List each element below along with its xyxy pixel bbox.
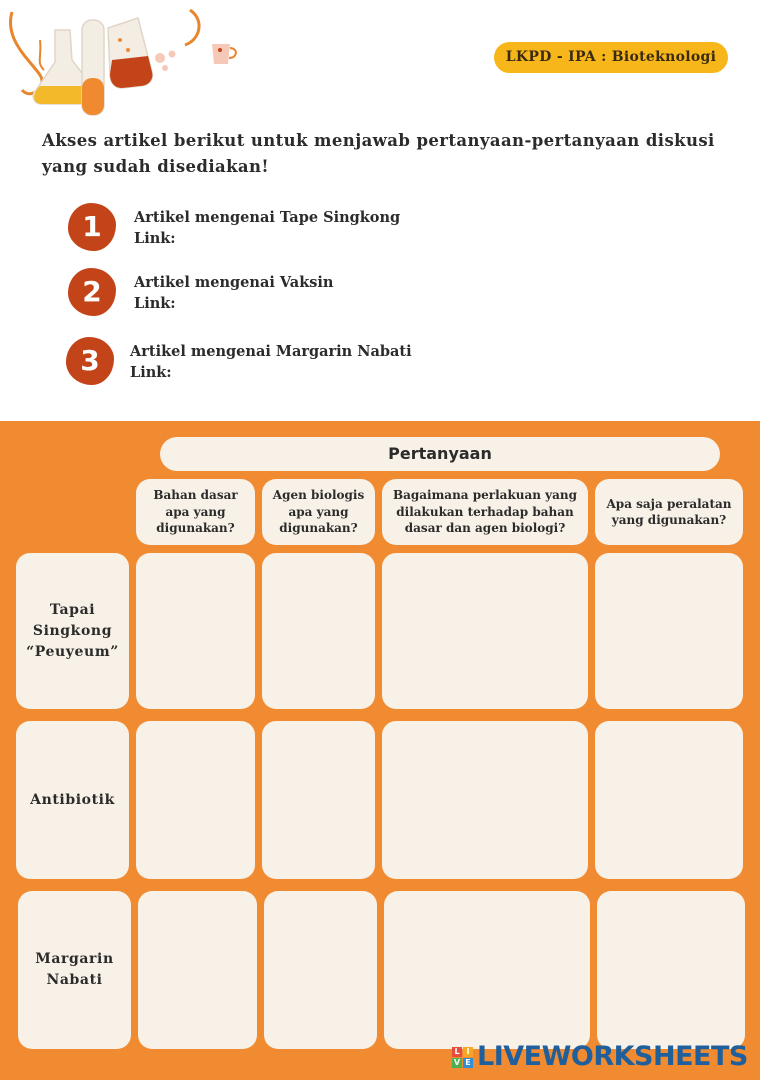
row-label-margarin-nabati: Margarin Nabati [18,891,131,1049]
lab-glassware-illustration [0,0,250,125]
row-label-tapai-singkong: Tapai Singkong “Peuyeum” [16,553,129,709]
article-title: Artikel mengenai Margarin Nabati [130,343,412,360]
number-badge: 2 [68,268,116,316]
mark-letter-l: L [452,1047,462,1057]
answer-cell-r1-c3[interactable] [382,553,588,709]
question-header-1: Bahan dasar apa yang digunakan? [136,479,255,545]
mark-letter-v: V [453,1057,461,1067]
article-text [134,272,333,314]
question-header-3: Bagaimana perlakuan yang dilakukan terhadap bahan dasar dan agen biologi? [382,479,588,545]
article-text [134,207,400,249]
answer-cell-r2-c3[interactable] [382,721,588,879]
answer-cell-r2-c4[interactable] [595,721,743,879]
question-header-4: Apa saja peralatan yang digunakan? [595,479,743,545]
mark-letter-i: I [463,1047,473,1057]
row-label-antibiotik: Antibiotik [16,721,129,879]
number-badge: 3 [66,337,114,385]
question-header-2: Agen biologis apa yang digunakan? [262,479,375,545]
answer-cell-r1-c2[interactable] [262,553,375,709]
liveworksheets-wordmark: LIVEWORKSHEETS [477,1041,748,1072]
answer-cell-r2-c2[interactable] [262,721,375,879]
article-link-label[interactable]: Link: [130,364,172,381]
article-text [130,341,412,383]
lkpd-subject-tag: LKPD - IPA : Bioteknologi [494,42,728,73]
mark-letter-e: E [463,1058,473,1068]
answer-cell-r1-c1[interactable] [136,553,255,709]
number-badge: 1 [68,203,116,251]
answer-cell-r2-c1[interactable] [136,721,255,879]
liveworksheets-logo[interactable] [452,1040,750,1074]
article-title: Artikel mengenai Tape Singkong [134,209,401,226]
article-link-label[interactable]: Link: [134,295,176,312]
answer-cell-r3-c4[interactable] [597,891,745,1049]
answer-cell-r1-c4[interactable] [595,553,743,709]
answer-cell-r3-c1[interactable] [138,891,257,1049]
answer-cell-r3-c3[interactable] [384,891,590,1049]
table-header-pertanyaan: Pertanyaan [160,437,720,471]
article-link-label[interactable]: Link: [134,230,176,247]
instruction-text: Akses artikel berikut untuk menjawab pertanyaan-pertanyaan diskusi yang sudah disediakan! [42,131,715,176]
article-title: Artikel mengenai Vaksin [134,274,334,291]
liveworksheets-mark-icon [452,1047,473,1068]
answer-cell-r3-c2[interactable] [264,891,377,1049]
